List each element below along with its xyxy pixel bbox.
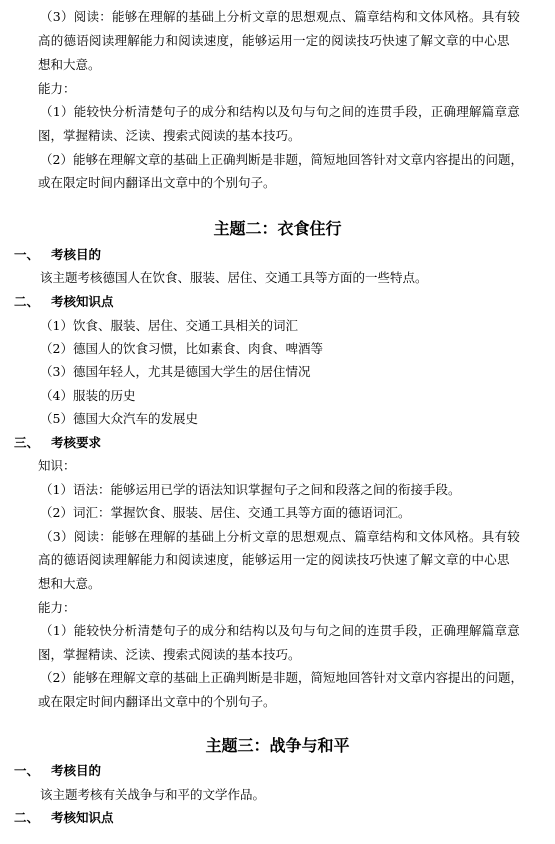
paragraph-line: 想和大意。: [38, 576, 101, 591]
paragraph-line: 该主题考核有关战争与和平的文学作品。: [40, 787, 266, 802]
paragraph-line: （1）语法：能够运用已学的语法知识掌握句子之间和段落之间的衔接手段。: [40, 482, 461, 497]
paragraph-line: （2）词汇：掌握饮食、服装、居住、交通工具等方面的德语词汇。: [40, 505, 411, 520]
section-title: 主题二：衣食住行: [213, 219, 342, 238]
paragraph-line: （2）能够在理解文章的基础上正确判断是非题，简短地回答针对文章内容提出的问题，: [40, 670, 523, 685]
list-item: （4）服装的历史: [40, 388, 136, 403]
heading-label: 考核知识点: [51, 294, 114, 309]
heading-label: 考核知识点: [51, 810, 114, 825]
list-item: （5）德国大众汽车的发展史: [40, 411, 198, 426]
paragraph-line: （2）能够在理解文章的基础上正确判断是非题，简短地回答针对文章内容提出的问题，: [40, 152, 523, 167]
paragraph-line: 图，掌握精读、泛读、搜索式阅读的基本技巧。: [38, 128, 301, 143]
heading-objective: [14, 763, 101, 779]
paragraph-line: 想和大意。: [38, 57, 101, 72]
paragraph-line: 高的德语阅读理解能力和阅读速度，能够运用一定的阅读技巧快速了解文章的中心思: [38, 552, 510, 567]
heading-objective: [14, 247, 101, 263]
paragraph-line: （1）能较快分析清楚句子的成分和结构以及句与句之间的连贯手段，正确理解篇章意: [40, 623, 520, 638]
heading-requirements: [14, 435, 101, 451]
paragraph-line: 知识：: [38, 458, 76, 473]
heading-label: 考核目的: [51, 247, 102, 262]
paragraph-line: 能力：: [38, 81, 76, 96]
list-item: （3）德国年轻人，尤其是德国大学生的居住情况: [40, 364, 311, 379]
section-title: 主题三：战争与和平: [205, 736, 350, 755]
heading-number: 二、: [14, 294, 40, 309]
heading-number: 二、: [14, 810, 40, 825]
paragraph-line: 或在限定时间内翻译出文章中的个别句子。: [38, 694, 276, 709]
heading-label: 考核要求: [51, 435, 102, 450]
heading-knowledge-points: [14, 810, 114, 826]
paragraph-line: 能力：: [38, 600, 76, 615]
paragraph-line: 该主题考核德国人在饮食、服装、居住、交通工具等方面的一些特点。: [40, 270, 428, 285]
paragraph-line: 高的德语阅读理解能力和阅读速度，能够运用一定的阅读技巧快速了解文章的中心思: [38, 33, 510, 48]
paragraph-line: 图，掌握精读、泛读、搜索式阅读的基本技巧。: [38, 647, 301, 662]
heading-number: 三、: [14, 435, 40, 450]
heading-number: 一、: [14, 763, 40, 778]
paragraph-line: （1）能较快分析清楚句子的成分和结构以及句与句之间的连贯手段，正确理解篇章意: [40, 104, 520, 119]
paragraph-line: （3）阅读：能够在理解的基础上分析文章的思想观点、篇章结构和文体风格。具有较: [40, 9, 520, 24]
heading-knowledge-points: [14, 294, 114, 310]
heading-number: 一、: [14, 247, 40, 262]
list-item: （2）德国人的饮食习惯，比如素食、肉食、啤酒等: [40, 341, 323, 356]
list-item: （1）饮食、服装、居住、交通工具相关的词汇: [40, 318, 298, 333]
paragraph-line: （3）阅读：能够在理解的基础上分析文章的思想观点、篇章结构和文体风格。具有较: [40, 529, 520, 544]
heading-label: 考核目的: [51, 763, 102, 778]
paragraph-line: 或在限定时间内翻译出文章中的个别句子。: [38, 175, 276, 190]
